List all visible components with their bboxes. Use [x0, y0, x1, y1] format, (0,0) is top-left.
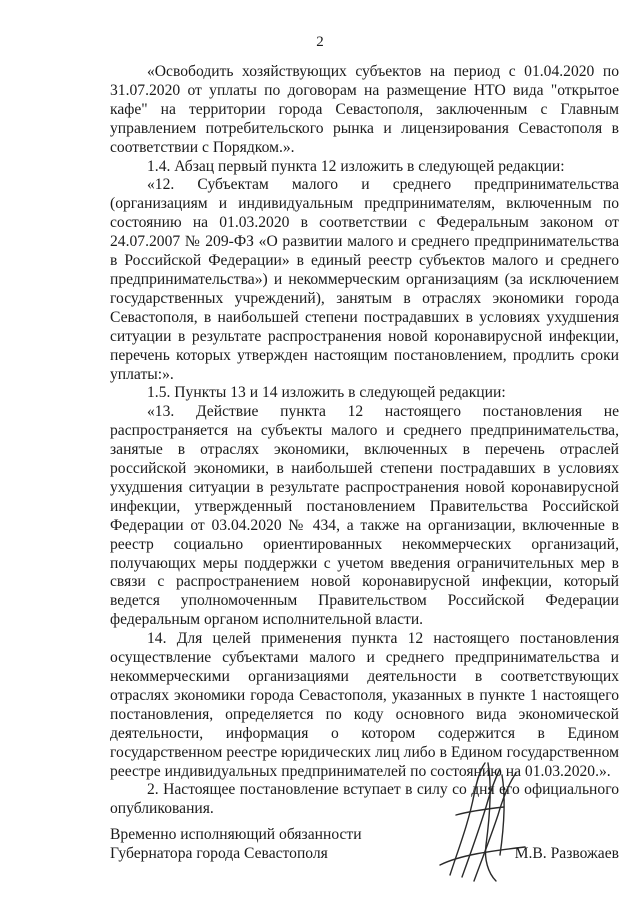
paragraph-quote-1-3: «Освободить хозяйствующих субъектов на период с 01.04.2020 по 31.07.2020 от уплаты по договорам на размещение НТО вида "открытое кафе" на территории города Севастополя, заключенным с Главным управлением потребительского рынка и лицензирования Севастополя в соответствии с Порядком.».: [110, 63, 619, 156]
page-number: 2: [316, 34, 324, 50]
signatory-position-line1: Временно исполняющий обязанности: [110, 826, 362, 843]
paragraph-14: 14. Для целей применения пункта 12 настоящего постановления осуществление субъектами малого и среднего предпринимательства и некоммерческими организациями деятельности в соответствующих отраслях экономики города Севастополя, указанных в пункте 1 настоящего постановления, определяется по коду основного вида экономической деятельности, информация о котором содержится в Едином государственном реестре юридических лиц либо в Едином государственном реестре индивидуальных предпринимателей по состоянию на 01.03.2020.».: [110, 630, 619, 780]
paragraph-2: 2. Настоящее постановление вступает в силу со дня его официального опубликования.: [110, 781, 619, 818]
paragraph-1-4: 1.4. Абзац первый пункта 12 изложить в следующей редакции:: [147, 157, 565, 175]
signatory-position-line2: Губернатора города Севастополя: [110, 845, 328, 862]
paragraph-13: «13. Действие пункта 12 настоящего постановления не распространяется на субъекты малого и среднего предпринимательства, занятые в отраслях экономики, включенных в перечень отраслей российской экономики, в наибольшей степени пострадавших в условиях ухудшения ситуации в результате распространения новой коронавирусной инфекции, утвержденный постановлением Правительства Российской Федерации от 03.04.2020 № 434, а также на организации, включенные в реестр социально ориентированных некоммерческих организаций, получающих меры поддержки с учетом введения ограничительных мер в связи с распространением новой коронавирусной инфекции, который ведется уполномоченным Правительством Российской Федерации федеральным органом исполнительной власти.: [110, 403, 619, 629]
handwritten-signature: [430, 755, 540, 890]
signatory-name: М.В. Развожаев: [514, 845, 619, 862]
paragraph-12: «12. Субъектам малого и среднего предпринимательства (организациям и индивидуальным предпринимателям, включенным по состоянию на 01.03.2020 в соответствии с Федеральным законом от 24.07.2007 № 209-ФЗ «О развитии малого и среднего предпринимательства в Российской Федерации» в единый реестр субъектов малого и среднего предпринимательства») и некоммерческим организациям (за исключением государственных учреждений), занятым в отраслях экономики города Севастополя, в наибольшей степени пострадавших в условиях ухудшения ситуации в результате распространения новой коронавирусной инфекции, перечень которых утвержден настоящим постановлением, продлить сроки уплаты:».: [110, 176, 619, 383]
signature-block: [110, 825, 619, 863]
paragraph-1-5: 1.5. Пункты 13 и 14 изложить в следующей редакции:: [147, 384, 506, 402]
document-body: [110, 63, 619, 819]
